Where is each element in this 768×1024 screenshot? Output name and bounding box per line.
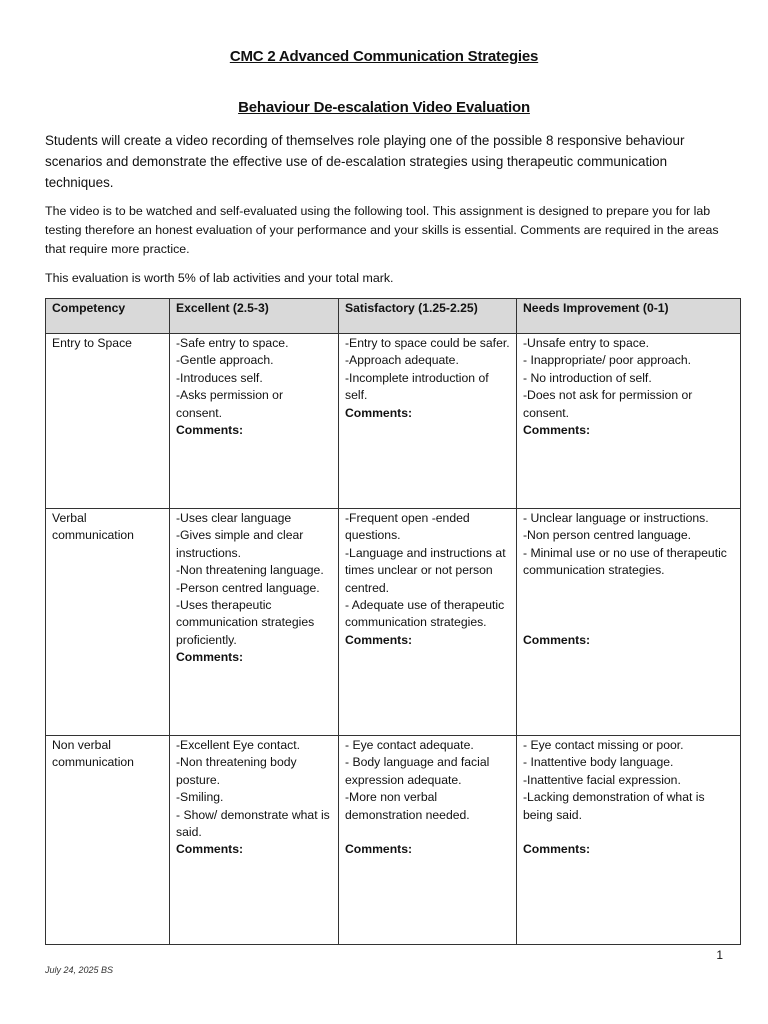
comments-label: Comments:	[345, 632, 413, 647]
criterion-line: -Frequent open -ended questions.	[345, 511, 470, 543]
criterion-line: - No introduction of self.	[523, 370, 652, 385]
criterion-line: -Safe entry to space.	[176, 336, 289, 350]
needs-improvement-cell	[517, 334, 741, 509]
criterion-line: -Approach adequate.	[345, 353, 459, 368]
evaluation-rubric-table	[45, 298, 741, 945]
instructions-paragraph: The video is to be watched and self-evaluated using the following tool. This assignment is designed to prepare you for lab testing therefore an honest evaluation of your performance and your skills is essential. Comments are required in the areas that require more practice.	[45, 204, 719, 256]
criterion-line: -Language and instructions at times unclear or not person centred.	[345, 545, 506, 595]
criterion-line: -Person centred language.	[176, 580, 320, 595]
intro-paragraph: Students will create a video recording of themselves role playing one of the possible 8 responsive behaviour scenarios and demonstrate the effective use of de-escalation strategies using therapeutic communication techniques.	[45, 133, 685, 190]
criterion-line: -Lacking demonstration of what is being said.	[523, 790, 705, 822]
criterion-line: - Inappropriate/ poor approach.	[523, 353, 692, 368]
criterion-line: -Inattentive facial expression.	[523, 772, 681, 787]
document-title: CMC 2 Advanced Communication Strategies	[229, 48, 539, 65]
excellent-cell	[170, 736, 339, 945]
criterion-line: - Minimal use or no use of therapeutic communication strategies.	[523, 545, 727, 578]
comments-label: Comments:	[523, 842, 591, 857]
criterion-line: - Eye contact adequate.	[345, 738, 474, 752]
comments-label: Comments:	[345, 405, 413, 420]
criterion-line: -More non verbal demonstration needed.	[345, 790, 470, 822]
criterion-line: -Unsafe entry to space.	[523, 336, 649, 350]
satisfactory-cell	[339, 509, 517, 736]
document-subtitle: Behaviour De-escalation Video Evaluation	[238, 99, 530, 116]
criterion-line: - Inattentive body language.	[523, 755, 674, 770]
header-competency: Competency	[46, 299, 170, 334]
table-row	[46, 736, 741, 945]
criterion-line: -Entry to space could be safer.	[345, 336, 510, 350]
header-needs-improvement: Needs Improvement (0-1)	[517, 299, 741, 334]
criterion-line: - Adequate use of therapeutic communication strategies.	[345, 598, 505, 630]
comments-label: Comments:	[523, 632, 591, 647]
criterion-line: -Excellent Eye contact.	[176, 738, 300, 752]
criterion-line: -Non person centred language.	[523, 528, 692, 543]
satisfactory-cell	[339, 334, 517, 509]
competency-cell: Entry to Space	[46, 334, 170, 509]
criterion-line: - Body language and facial expression adequate.	[345, 755, 490, 787]
criterion-line: -Smiling.	[176, 790, 224, 805]
criterion-line: -Non threatening body posture.	[176, 755, 297, 787]
excellent-cell	[170, 509, 339, 736]
criterion-line: -Uses therapeutic communication strategies proficiently.	[176, 598, 315, 647]
table-row	[46, 334, 741, 509]
header-excellent: Excellent (2.5-3)	[170, 299, 339, 334]
criterion-line: -Does not ask for permission or consent.	[523, 388, 693, 420]
criterion-line: -Gentle approach.	[176, 353, 274, 368]
excellent-cell	[170, 334, 339, 509]
needs-improvement-cell	[517, 736, 741, 945]
needs-improvement-cell	[517, 509, 741, 736]
criterion-line: -Non threatening language.	[176, 563, 324, 578]
table-row	[46, 509, 741, 736]
criterion-line: - Unclear language or instructions.	[523, 511, 709, 525]
comments-label: Comments:	[345, 842, 413, 857]
weight-paragraph: This evaluation is worth 5% of lab activities and your total mark.	[45, 271, 394, 285]
criterion-line: -Asks permission or consent.	[176, 388, 284, 420]
criterion-line: - Show/ demonstrate what is said.	[176, 807, 330, 840]
criterion-line: -Gives simple and clear instructions.	[176, 528, 304, 560]
criterion-line: -Introduces self.	[176, 370, 263, 385]
header-satisfactory: Satisfactory (1.25-2.25)	[339, 299, 517, 334]
table-header-row	[46, 299, 741, 334]
satisfactory-cell	[339, 736, 517, 945]
competency-cell: Non verbal communication	[46, 736, 170, 945]
comments-label: Comments:	[176, 842, 244, 857]
competency-cell: Verbal communication	[46, 509, 170, 736]
criterion-line: - Eye contact missing or poor.	[523, 738, 684, 752]
page-number: 1	[716, 948, 723, 962]
comments-label: Comments:	[176, 650, 244, 665]
footer-date: July 24, 2025 BS	[45, 965, 114, 975]
criterion-line: -Uses clear language	[176, 511, 292, 525]
comments-label: Comments:	[523, 423, 591, 438]
comments-label: Comments:	[176, 423, 244, 438]
criterion-line: -Incomplete introduction of self.	[345, 370, 489, 403]
